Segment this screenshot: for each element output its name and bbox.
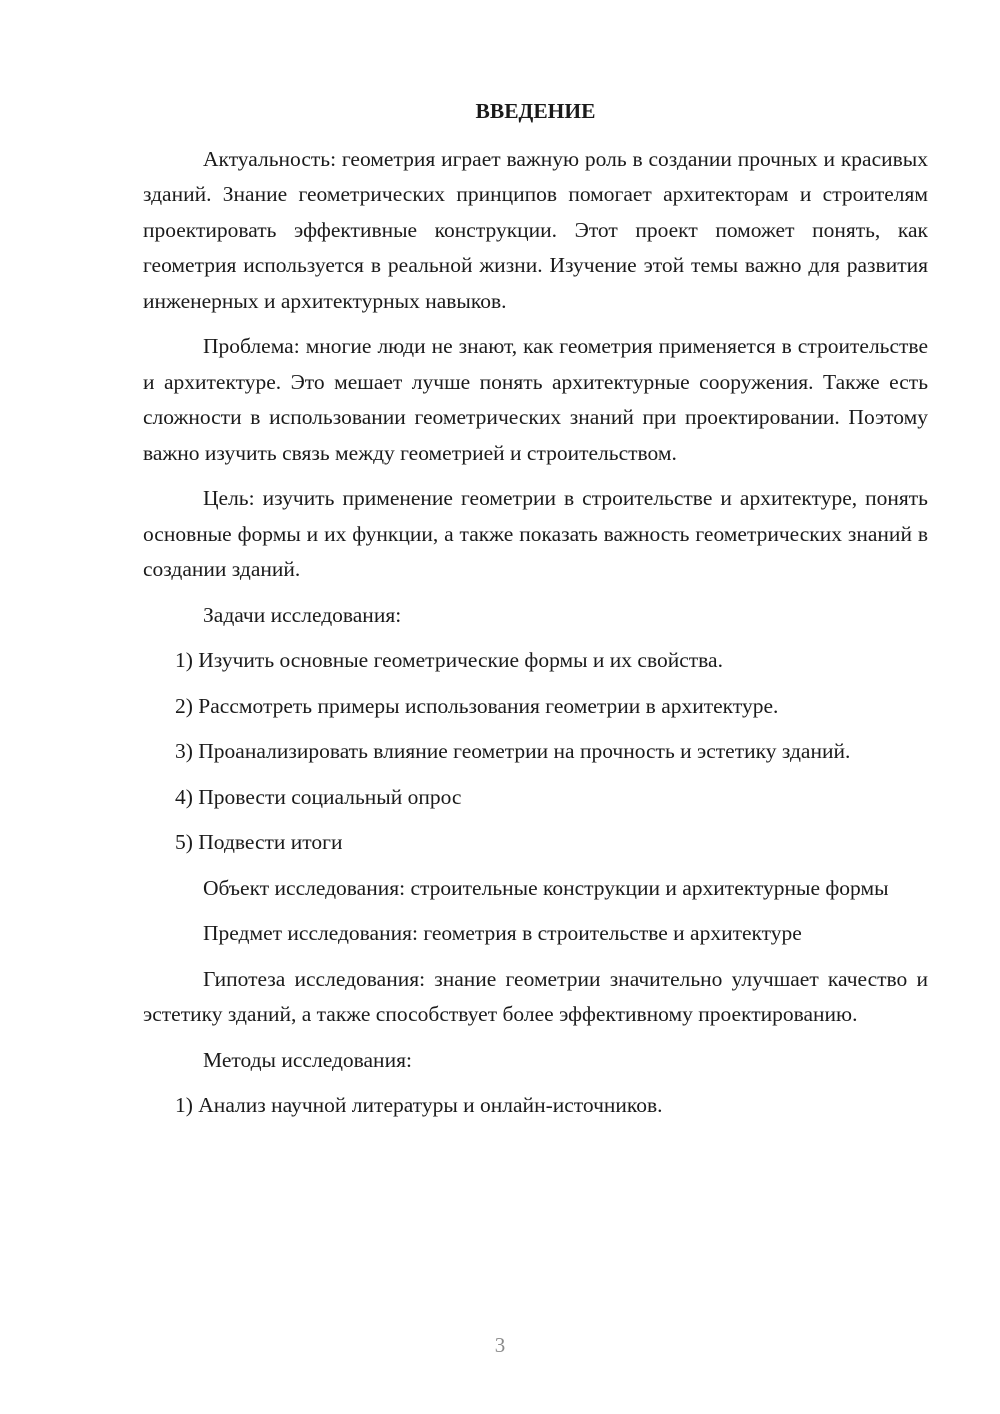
problem-paragraph: Проблема: многие люди не знают, как геометрия применяется в строительстве и архитектуре. Это мешает лучше понять архитектурные сооружения. Также есть сложности в использовании геометрических знаний при проектировании. Поэтому важно изучить связь между геометрией и строительством. [143,334,928,465]
task-item-1: 1) Изучить основные геометрические формы и их свойства. [175,648,723,672]
research-object-paragraph: Объект исследования: строительные конструкции и архитектурные формы [203,875,889,900]
page-number: 3 [494,1333,506,1357]
research-subject-paragraph: Предмет исследования: геометрия в строительстве и архитектуре [203,921,802,945]
page-title: ВВЕДЕНИЕ [475,99,596,123]
task-item-2: 2) Рассмотреть примеры использования геометрии в архитектуре. [175,693,779,718]
hypothesis-paragraph: Гипотеза исследования: знание геометрии значительно улучшает качество и эстетику зданий, а также способствует более эффективному проектированию. [143,966,928,1026]
task-item-3: 3) Проанализировать влияние геометрии на прочность и эстетику зданий. [175,739,851,763]
task-item-5: 5) Подвести итоги [175,830,343,854]
method-item-1: 1) Анализ научной литературы и онлайн-источников. [175,1093,663,1117]
document-page [143,94,928,1134]
methods-heading: Методы исследования: [203,1047,412,1072]
task-item-4: 4) Провести социальный опрос [175,784,462,809]
tasks-heading: Задачи исследования: [203,602,402,627]
goal-paragraph: Цель: изучить применение геометрии в строительстве и архитектуре, понять основные формы и их функции, а также показать важность геометрических знаний в создании зданий. [143,486,928,581]
relevance-paragraph: Актуальность: геометрия играет важную роль в создании прочных и красивых зданий. Знание геометрических принципов помогает архитекторам и строителям проектировать эффективные конструкции. Этот проект поможет понять, как геометрия используется в реальной жизни. Изучение этой темы важно для развития инженерных и архитектурных навыков. [143,146,928,313]
